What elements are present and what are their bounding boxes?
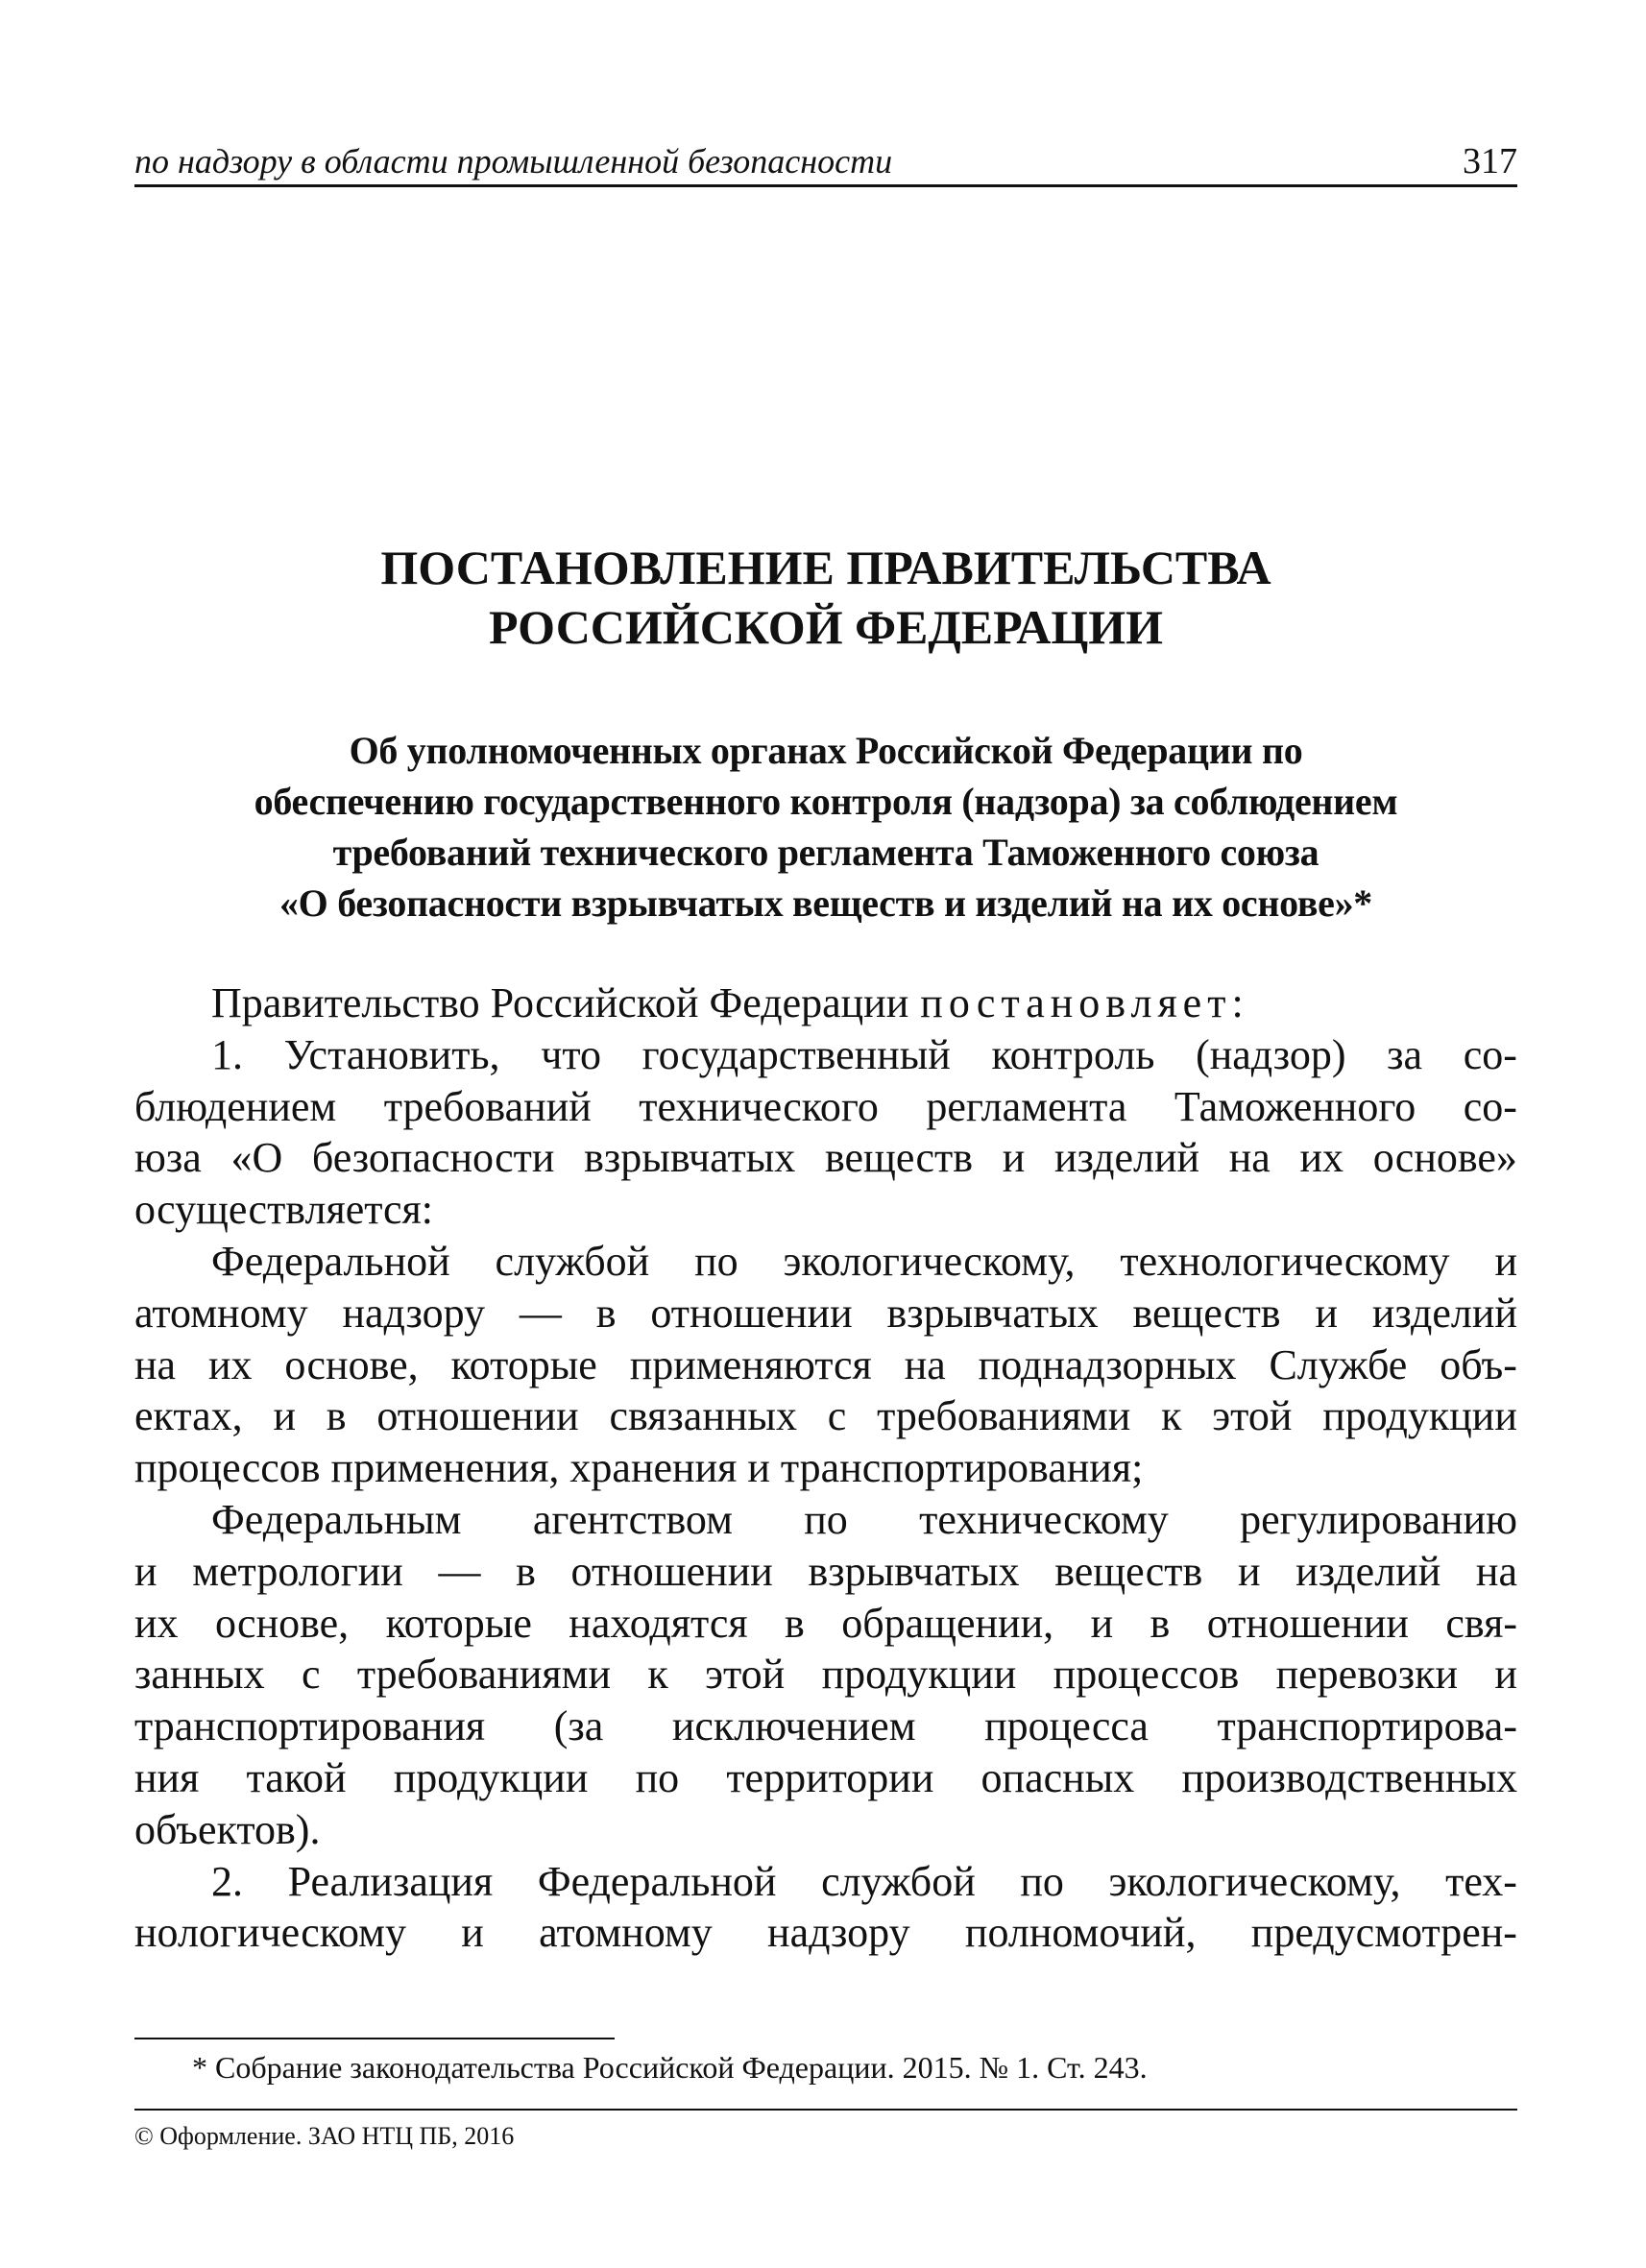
running-title: по надзору в области промышленной безопасности	[134, 142, 893, 181]
body-line: блюдением требований технического регламента Таможенного со-	[134, 1082, 1517, 1130]
body-line: осуществляется:	[134, 1186, 433, 1234]
decree-title-line: РОССИЙСКОЙ ФЕДЕРАЦИИ	[488, 600, 1164, 654]
footnote: * Собрание законодательства Российской Федерации. 2015. № 1. Ст. 243.	[192, 2050, 1148, 2085]
body-line: атомному надзору — в отношении взрывчатых веществ и изделий	[134, 1289, 1517, 1337]
decree-body	[134, 977, 1517, 1959]
preamble-text: Правительство Российской Федерации	[211, 979, 909, 1026]
body-line: 2. Реализация Федеральной службой по экологическому, тех-	[211, 1857, 1517, 1905]
body-line: нологическому и атомному надзору полномочий, предусмотрен-	[134, 1909, 1517, 1957]
decree-title	[134, 538, 1517, 657]
bottom-rule	[134, 2109, 1517, 2111]
subject-line: Об уполномоченных органах Российской Федерации по	[349, 729, 1303, 772]
body-line: их основе, которые находятся в обращении, и в отношении свя-	[134, 1599, 1517, 1647]
running-header	[134, 136, 1517, 187]
body-line: Федеральным агентством по техническому регулированию	[211, 1495, 1517, 1543]
body-line: юза «О безопасности взрывчатых веществ и изделий на их основе»	[134, 1134, 1517, 1182]
decree-title-line: ПОСТАНОВЛЕНИЕ ПРАВИТЕЛЬСТВА	[380, 541, 1271, 594]
body-line: объектов).	[134, 1805, 321, 1853]
decree-subject	[134, 725, 1517, 929]
body-line: ектах, и в отношении связанных с требованиями к этой продукции	[134, 1392, 1517, 1440]
subject-line: требований технического регламента Таможенного союза	[332, 831, 1319, 874]
body-line: ния такой продукции по территории опасных производственных	[134, 1753, 1517, 1801]
body-line: транспортирования (за исключением процесса транспортирова-	[134, 1702, 1517, 1750]
body-line: 1. Установить, что государственный контроль (надзор) за со-	[211, 1030, 1517, 1078]
subject-line: обеспечению государственного контроля (надзора) за соблюдением	[254, 780, 1398, 823]
body-line: на их основе, которые применяются на поднадзорных Службе объ-	[134, 1340, 1517, 1388]
body-line: Федеральной службой по экологическому, технологическому и	[211, 1237, 1517, 1285]
subject-line: «О безопасности взрывчатых веществ и изделий на их основе»*	[278, 881, 1372, 925]
body-line: и метрологии — в отношении взрывчатых веществ и изделий на	[134, 1547, 1517, 1595]
footnote-rule	[134, 2038, 615, 2039]
body-line: процессов применения, хранения и транспортирования;	[134, 1444, 1144, 1492]
decrees-word: постановляет:	[920, 979, 1249, 1026]
body-lines	[134, 1029, 1517, 1959]
preamble-line	[134, 977, 1517, 1029]
page-number: 317	[1463, 141, 1517, 181]
copyright-notice: © Оформление. ЗАО НТЦ ПБ, 2016	[134, 2122, 515, 2150]
body-line: занных с требованиями к этой продукции процессов перевозки и	[134, 1651, 1517, 1699]
